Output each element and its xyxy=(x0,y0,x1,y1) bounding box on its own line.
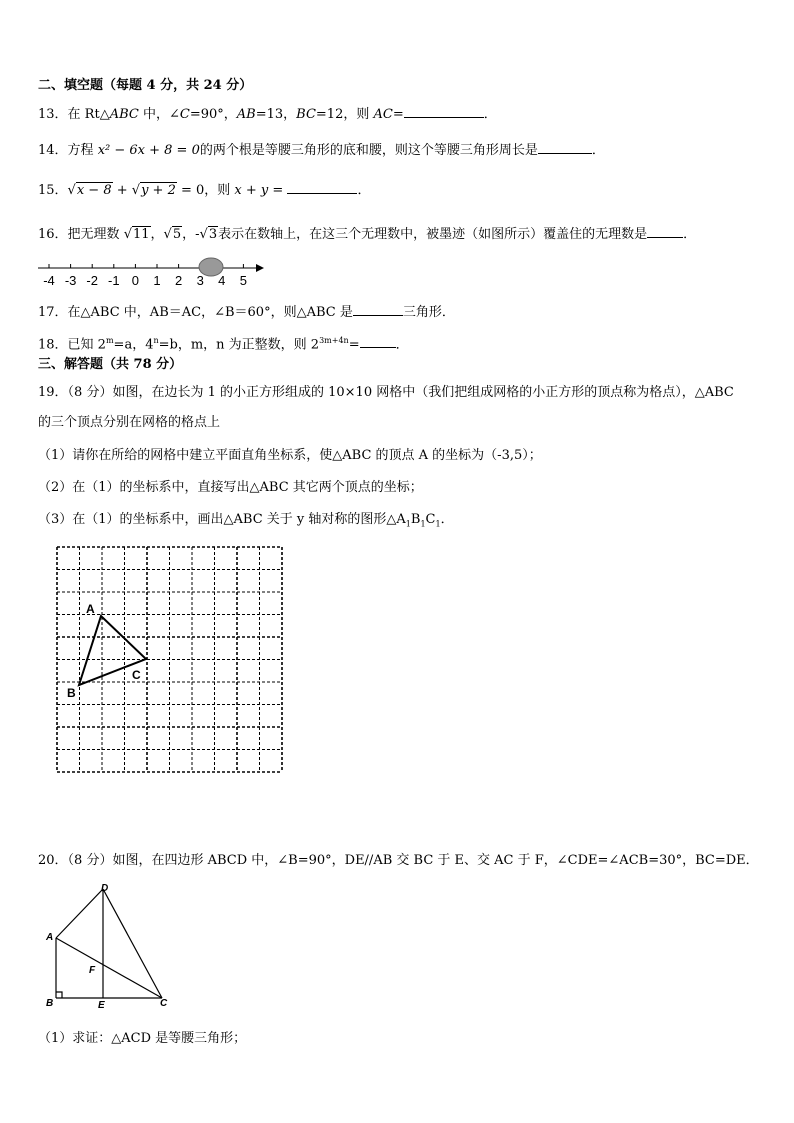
sqrt-expression: √x − 8 xyxy=(67,183,112,198)
right-angle-mark xyxy=(56,992,62,998)
sqrt-3: √3 xyxy=(199,227,218,242)
answer-blank[interactable] xyxy=(287,181,357,194)
number-line-label: -1 xyxy=(108,273,120,288)
sqrt-11: √11 xyxy=(123,227,150,242)
question-17: 17．在△ABC 中，AB＝AC，∠B＝60°，则△ABC 是 三角形． xyxy=(38,305,455,320)
number-line-label: 1 xyxy=(153,273,161,288)
question-20-part-1: （1）求证：△ACD 是等腰三角形； xyxy=(38,1031,247,1046)
question-13: 13．在 Rt△ABC 中，∠C=90°，AB=13，BC=12，则 AC= ． xyxy=(38,107,497,122)
section-title-answer: 三、解答题（共 78 分） xyxy=(38,357,183,372)
vertex-label-a: A xyxy=(86,602,95,616)
question-number: 17． xyxy=(38,305,68,320)
ink-blot xyxy=(199,258,223,276)
vertex-label-c: C xyxy=(132,668,141,682)
point-label-f: F xyxy=(89,965,96,976)
question-number: 13． xyxy=(38,107,68,122)
number-line-label: 4 xyxy=(218,273,226,288)
vertex-label-b: B xyxy=(67,686,76,700)
section-title-fill-in: 二、填空题（每题 4 分，共 24 分） xyxy=(38,78,253,93)
answer-blank[interactable] xyxy=(360,335,396,348)
answer-blank[interactable] xyxy=(404,105,484,118)
question-19-line-1: 19．（8 分）如图，在边长为 1 的小正方形组成的 10×10 网格中（我们把组成网格的小正方形的顶点称为格点），△ABC xyxy=(38,385,734,400)
point-label-b: B xyxy=(46,998,54,1009)
answer-blank[interactable] xyxy=(538,141,592,154)
number-line-figure xyxy=(36,255,268,291)
question-number: 14． xyxy=(38,143,68,158)
question-number: 15． xyxy=(38,183,68,198)
question-19-part-3: （3）在（1）的坐标系中，画出△ABC 关于 y 轴对称的图形$\triangle A_1B_1C_1$． xyxy=(38,512,454,529)
quadrilateral-figure xyxy=(40,880,180,1010)
grid-figure xyxy=(50,540,290,780)
question-14: 14．方程 x² − 6x + 8 = 0的两个根是等腰三角形的底和腰，则这个等腰三角形周长是 ． xyxy=(38,143,605,158)
equation: x² − 6x + 8 = 0 xyxy=(97,143,200,158)
point-label-e: E xyxy=(98,1000,105,1010)
question-19-line-2: 的三个顶点分别在网格的格点上 xyxy=(38,415,221,430)
question-19-part-2: （2）在（1）的坐标系中，直接写出△ABC 其它两个顶点的坐标； xyxy=(38,480,423,495)
number-line-label: 5 xyxy=(239,273,248,288)
question-number: 18． xyxy=(38,337,68,353)
question-number: 16． xyxy=(38,227,68,242)
number-line-label: 2 xyxy=(174,273,183,288)
segment-ad xyxy=(56,889,103,938)
sqrt-5: √5 xyxy=(163,227,182,242)
point-label-c: C xyxy=(160,998,168,1009)
point-label-a: A xyxy=(46,932,54,943)
answer-blank[interactable] xyxy=(353,303,403,316)
number-line-label: -4 xyxy=(43,273,55,288)
answer-blank[interactable] xyxy=(647,225,683,238)
sqrt-expression: √y + 2 xyxy=(131,183,176,198)
question-18: 18．已知 $2^m=a$，$4^n=b$，m，n 为正整数，则 $2^{3m+4n}=$ ． xyxy=(38,336,409,353)
number-line-label: -3 xyxy=(64,273,77,288)
number-line-label: -2 xyxy=(86,273,98,288)
question-16: 16．把无理数 √11，√5，-√3表示在数轴上，在这三个无理数中，被墨迹（如图所示）覆盖住的无理数是 ． xyxy=(38,227,697,242)
number-line-label: 0 xyxy=(131,273,140,288)
question-19-part-1: （1）请你在所给的网格中建立平面直角坐标系，使△ABC 的顶点 A 的坐标为（-3,5）； xyxy=(38,448,542,463)
arrow-icon xyxy=(256,264,264,272)
question-20-line-1: 20．（8 分）如图，在四边形 ABCD 中，∠B=90°，DE//AB 交 BC 于 E、交 AC 于 F，∠CDE=∠ACB=30°，BC=DE． xyxy=(38,853,759,868)
number-line-label: 3 xyxy=(196,273,204,288)
point-label-d: D xyxy=(101,883,109,894)
question-15: 15．√x − 8 + √y + 2 = 0，则 x + y = ． xyxy=(38,183,371,198)
